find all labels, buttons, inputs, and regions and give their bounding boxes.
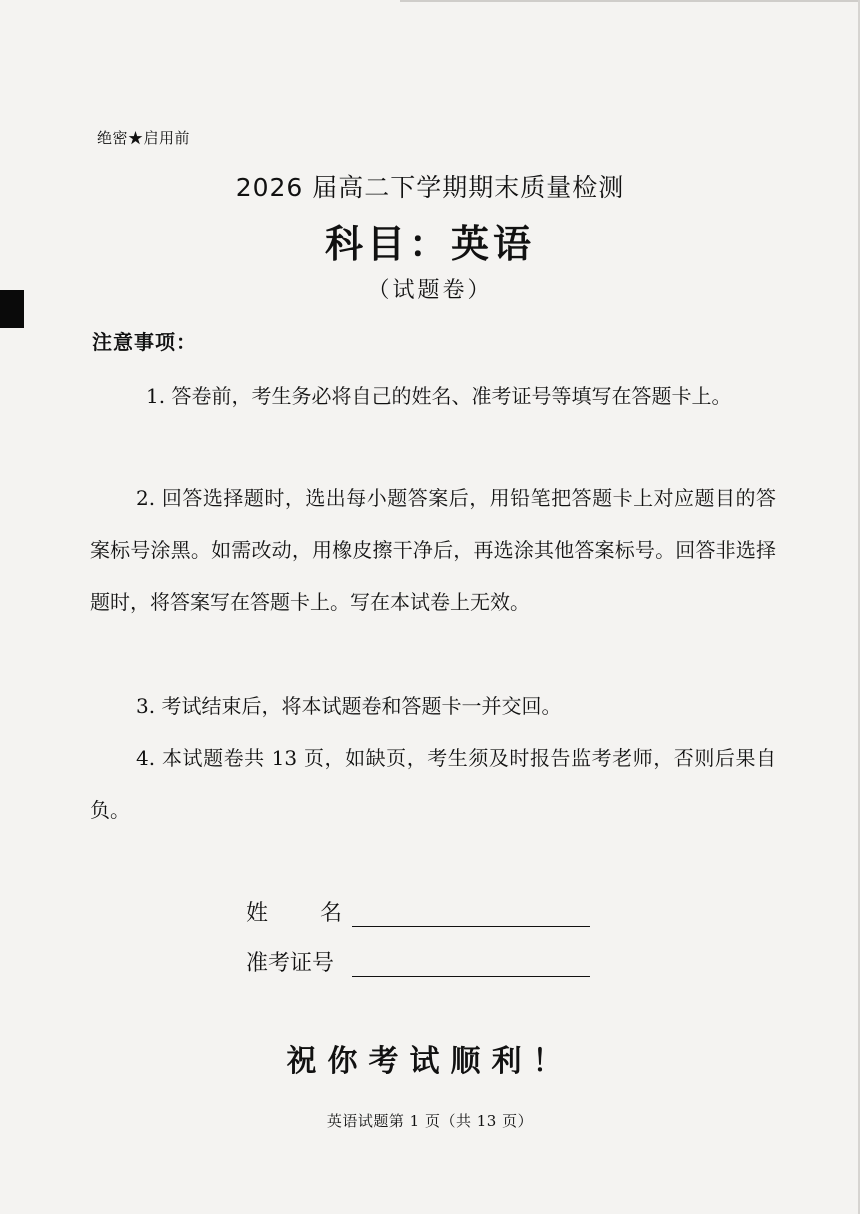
confidential-label: 绝密★启用前 [97, 129, 191, 147]
name-field-line[interactable] [352, 900, 590, 927]
candidate-id-field-label: 准考证号 [246, 951, 335, 976]
candidate-id-field-row [246, 946, 590, 977]
candidate-id-field-line[interactable] [352, 950, 590, 977]
notice-item-4: 4. 本试题卷共 13 页，如缺页，考生须及时报告监考老师，否则后果自负。 [90, 746, 776, 822]
good-luck-message: 祝你考试顺利！ [286, 1044, 574, 1079]
notice-item-1: 1. 答卷前，考生务必将自己的姓名、准考证号等填写在答题卡上。 [146, 384, 732, 408]
exam-title: 2026 届高二下学期期末质量检测 [235, 173, 625, 202]
scan-edge-top [400, 0, 860, 2]
name-field-label: 姓名 [246, 901, 395, 926]
notes-heading: 注意事项： [92, 330, 197, 354]
subject-title: 科目：英语 [324, 222, 535, 266]
paper-type: （试题卷） [367, 278, 493, 303]
name-field-row [246, 896, 590, 927]
page-footer: 英语试题第 1 页（共 13 页） [326, 1112, 534, 1130]
notice-item-2: 2. 回答选择题时，选出每小题答案后，用铅笔把答题卡上对应题目的答案标号涂黑。如需改动，用橡皮擦干净后，再选涂其他答案标号。回答非选择题时，将答案写在答题卡上。写在本试卷上无效。 [90, 486, 776, 614]
notice-item-3: 3. 考试结束后，将本试题卷和答题卡一并交回。 [136, 694, 562, 718]
